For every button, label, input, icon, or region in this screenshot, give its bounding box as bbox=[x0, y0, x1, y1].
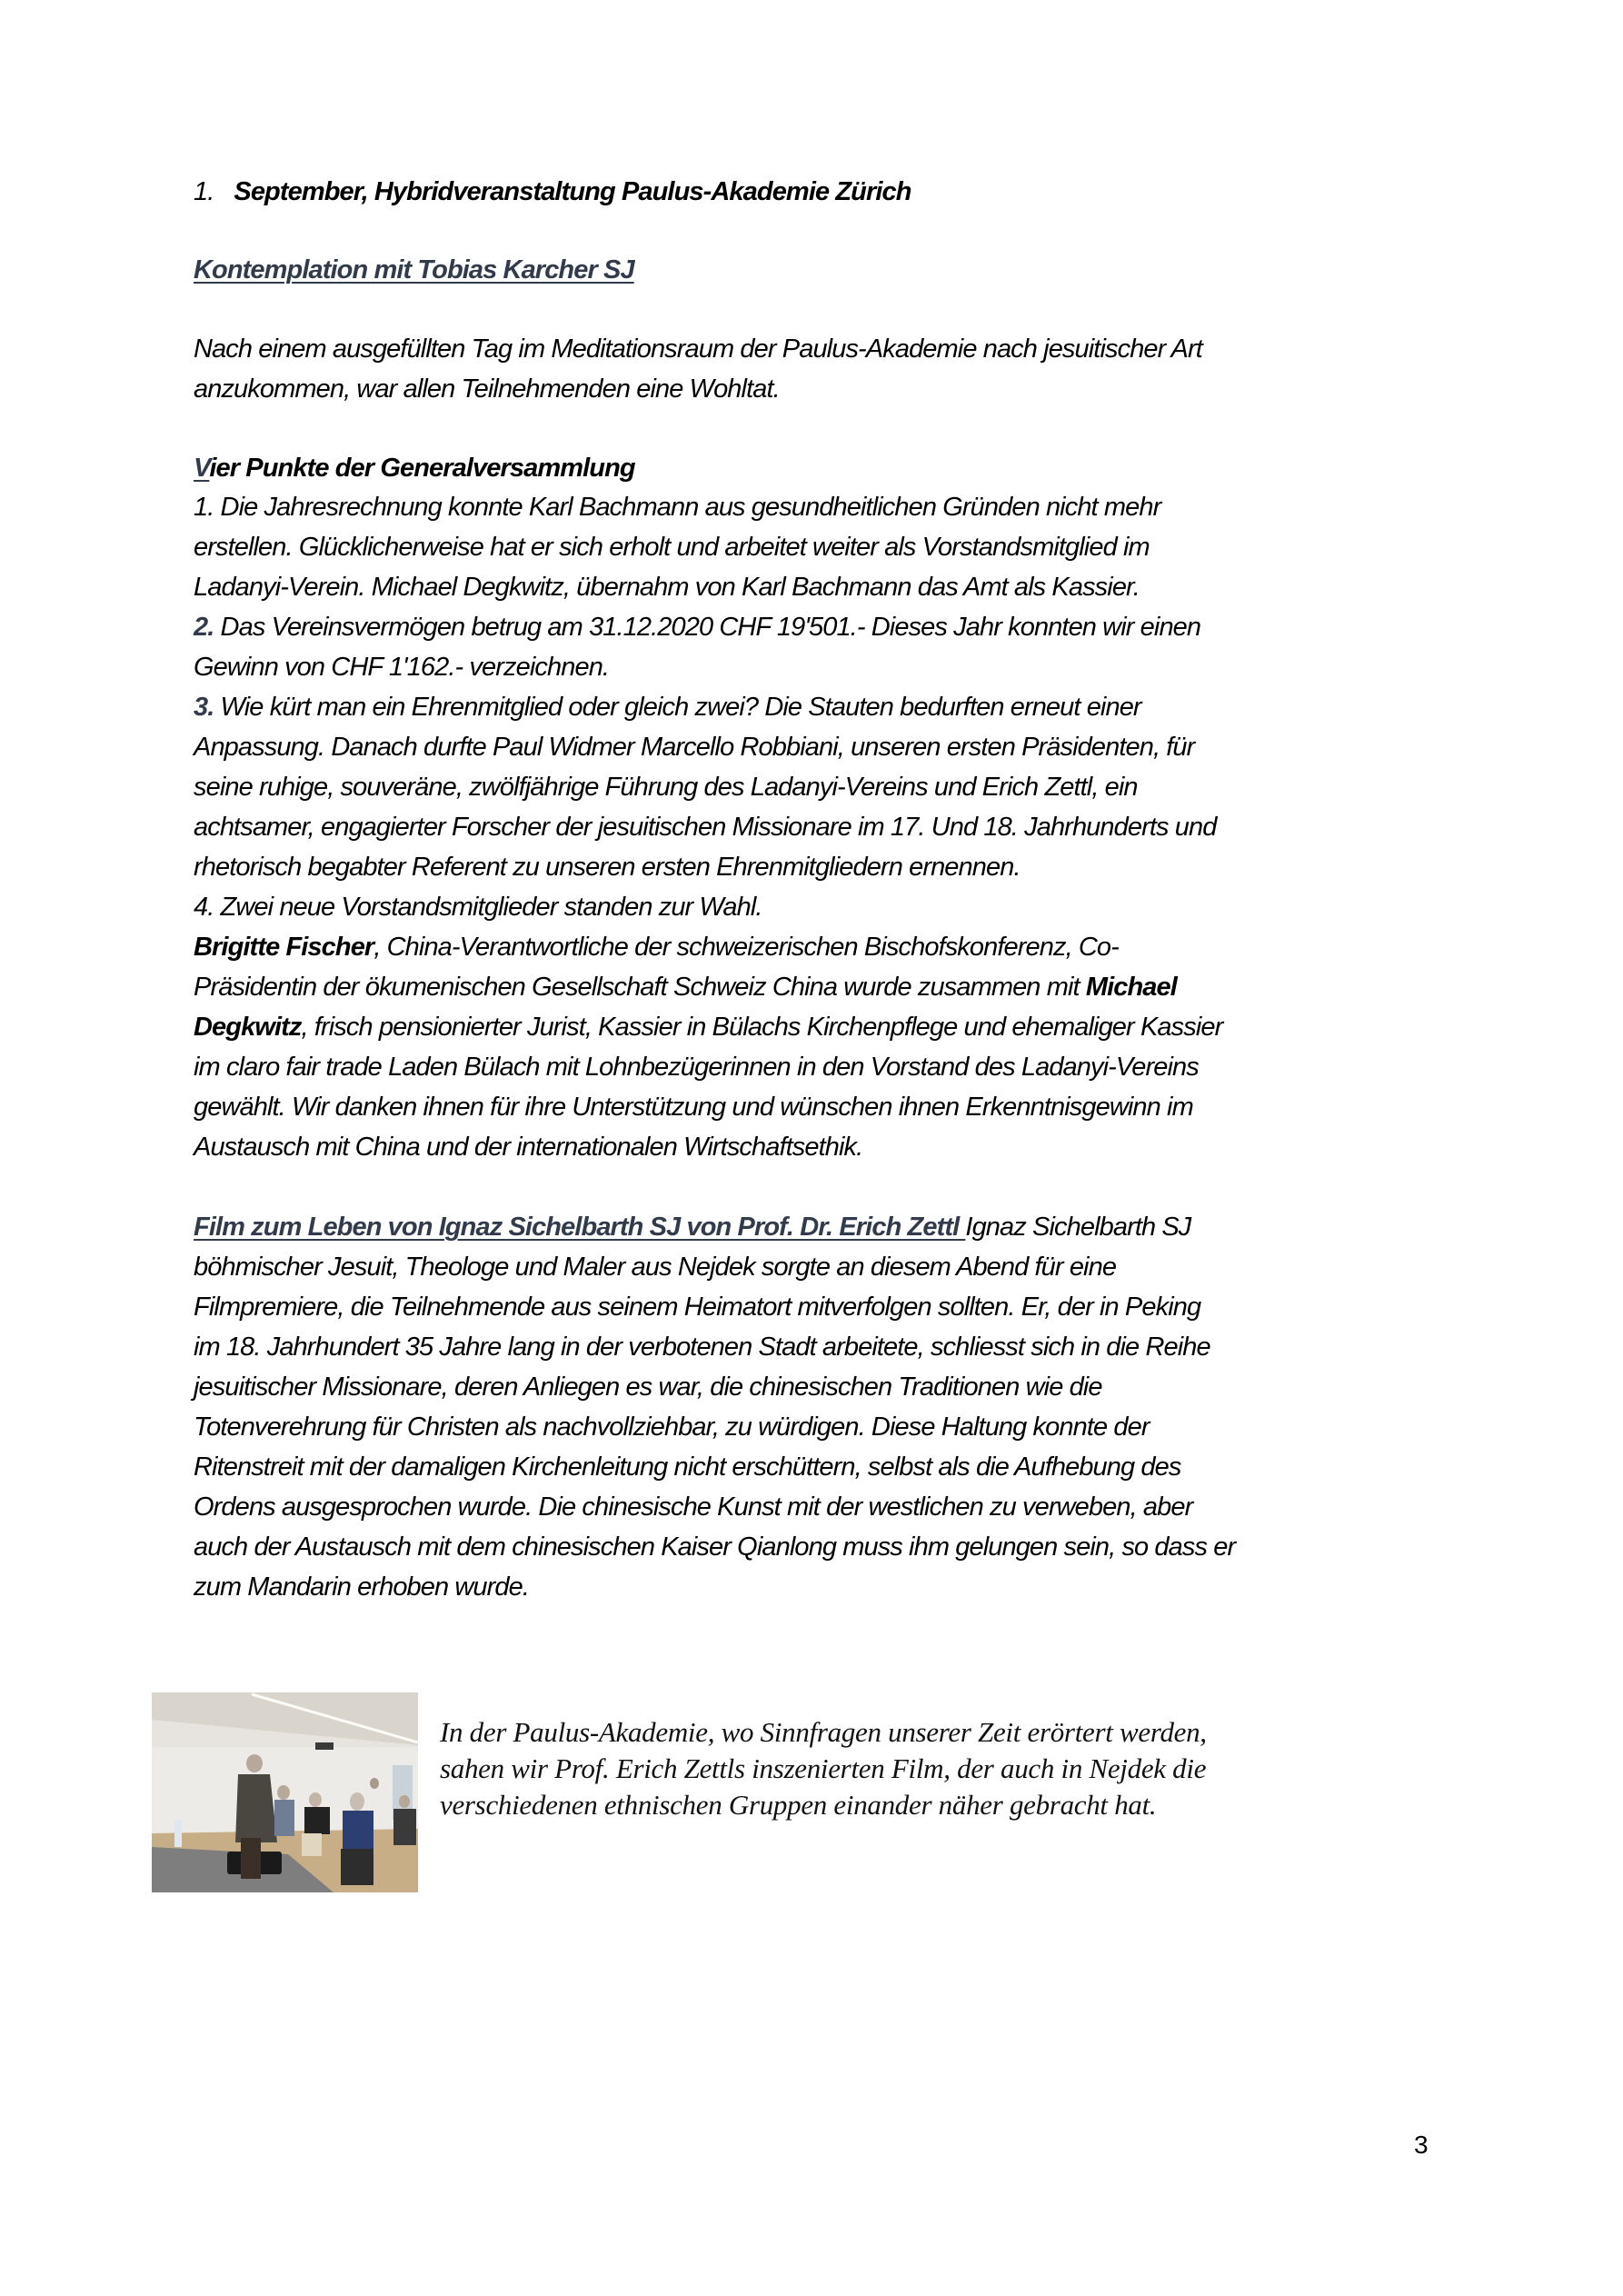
point1-line: erstellen. Glücklicherweise hat er sich erholt und arbeitet weiter als Vorstandsmitglied im bbox=[194, 533, 1150, 562]
point4-line: gewählt. Wir danken ihnen für ihre Unterstützung und wünschen ihnen Erkenntnisgewinn im bbox=[194, 1093, 1193, 1122]
film-line: im 18. Jahrhundert 35 Jahre lang in der verbotenen Stadt arbeitete, schliesst sich in die Reihe bbox=[194, 1333, 1210, 1362]
contemplation-line: Nach einem ausgefüllten Tag im Meditationsraum der Paulus-Akademie nach jesuitischer Art bbox=[194, 334, 1202, 364]
point4-line bbox=[194, 972, 1177, 1003]
point4-line bbox=[194, 1012, 1222, 1043]
point3-text: Wie kürt man ein Ehrenmitglied oder gleich zwei? Die Stauten bedurften erneut einer bbox=[214, 693, 1141, 722]
heading-first-letter: V bbox=[194, 454, 210, 483]
point2-line bbox=[194, 612, 1200, 643]
point2-text: Das Vereinsvermögen betrug am 31.12.2020 CHF 19'501.- Dieses Jahr konnten wir einen bbox=[214, 613, 1201, 642]
point3-line: achtsamer, engagierter Forscher der jesuitischen Missionare im 17. Und 18. Jahrhunderts und bbox=[194, 813, 1217, 842]
section-heading bbox=[194, 176, 911, 207]
contemplation-heading: Kontemplation mit Tobias Karcher SJ bbox=[194, 255, 634, 285]
film-heading: Film zum Leben von Ignaz Sichelbarth SJ von Prof. Dr. Erich Zettl bbox=[194, 1213, 966, 1242]
person-name: Brigitte Fischer bbox=[194, 933, 374, 962]
photo-caption-line: verschiedenen ethnischen Gruppen einander näher gebracht hat. bbox=[440, 1789, 1157, 1821]
point3-line: rhetorisch begabter Referent zu unseren ersten Ehrenmitgliedern ernennen. bbox=[194, 853, 1021, 882]
film-line: Filmpremiere, die Teilnehmende aus seinem Heimatort mitverfolgen sollten. Er, der in Peking bbox=[194, 1293, 1201, 1322]
photo-caption-line: In der Paulus-Akademie, wo Sinnfragen unserer Zeit erörtert werden, bbox=[440, 1716, 1207, 1748]
point4-line: im claro fair trade Laden Bülach mit Lohnbezügerinnen in den Vorstand des Ladanyi-Vereins bbox=[194, 1053, 1199, 1082]
film-line: Totenverehrung für Christen als nachvollziehbar, zu würdigen. Diese Haltung konnte der bbox=[194, 1413, 1150, 1442]
general-assembly-heading bbox=[194, 453, 635, 484]
person-name: Michael bbox=[1085, 973, 1177, 1002]
film-line bbox=[194, 1212, 1190, 1243]
film-line: jesuitischer Missionare, deren Anliegen es war, die chinesischen Traditionen wie die bbox=[194, 1373, 1102, 1402]
film-line: Ritenstreit mit der damaligen Kirchenleitung nicht erschüttern, selbst als die Aufhebung des bbox=[194, 1452, 1181, 1482]
point4-line: Austausch mit China und der internationalen Wirtschaftsethik. bbox=[194, 1133, 863, 1162]
point2-line: Gewinn von CHF 1'162.- verzeichnen. bbox=[194, 653, 610, 682]
point3-number: 3. bbox=[194, 693, 214, 722]
photo-caption-line: sahen wir Prof. Erich Zettls inszenierten Film, der auch in Nejdek die bbox=[440, 1752, 1207, 1784]
page-number: 3 bbox=[1414, 2131, 1429, 2159]
point4-text: , China-Verantwortliche der schweizerischen Bischofskonferenz, Co- bbox=[373, 933, 1119, 962]
point3-line bbox=[194, 692, 1141, 723]
contemplation-line: anzukommen, war allen Teilnehmenden eine Wohltat. bbox=[194, 374, 780, 404]
film-line: auch der Austausch mit dem chinesischen Kaiser Qianlong muss ihm gelungen sein, so dass er bbox=[194, 1532, 1236, 1562]
point3-line: Anpassung. Danach durfte Paul Widmer Marcello Robbiani, unseren ersten Präsidenten, für bbox=[194, 733, 1195, 762]
point4-text: Präsidentin der ökumenischen Gesellschaft Schweiz China wurde zusammen mit bbox=[194, 973, 1086, 1002]
film-line: Ordens ausgesprochen wurde. Die chinesische Kunst mit der westlichen zu verweben, aber bbox=[194, 1492, 1193, 1522]
point4-line bbox=[194, 932, 1119, 963]
film-text: Ignaz Sichelbarth SJ bbox=[965, 1213, 1191, 1242]
point4-line: 4. Zwei neue Vorstandsmitglieder standen zur Wahl. bbox=[194, 893, 762, 922]
film-line: zum Mandarin erhoben wurde. bbox=[194, 1572, 530, 1602]
point3-line: seine ruhige, souveräne, zwölfjährige Führung des Ladanyi-Vereins und Erich Zettl, ein bbox=[194, 773, 1138, 802]
section-title: September, Hybridveranstaltung Paulus-Akademie Zürich bbox=[234, 177, 911, 206]
point1-line: 1. Die Jahresrechnung konnte Karl Bachmann aus gesundheitlichen Gründen nicht mehr bbox=[194, 493, 1161, 522]
heading-rest: ier Punkte der Generalversammlung bbox=[209, 454, 635, 483]
person-name: Degkwitz bbox=[194, 1013, 302, 1042]
event-photo bbox=[152, 1692, 418, 1892]
point1-line: Ladanyi-Verein. Michael Degkwitz, übernahm von Karl Bachmann das Amt als Kassier. bbox=[194, 573, 1140, 602]
section-number: 1. bbox=[194, 177, 214, 206]
point2-number: 2. bbox=[194, 613, 214, 642]
point4-text: , frisch pensionierter Jurist, Kassier in Bülachs Kirchenpflege und ehemaliger Kassier bbox=[301, 1013, 1223, 1042]
film-line: böhmischer Jesuit, Theologe und Maler aus Nejdek sorgte an diesem Abend für eine bbox=[194, 1253, 1117, 1282]
